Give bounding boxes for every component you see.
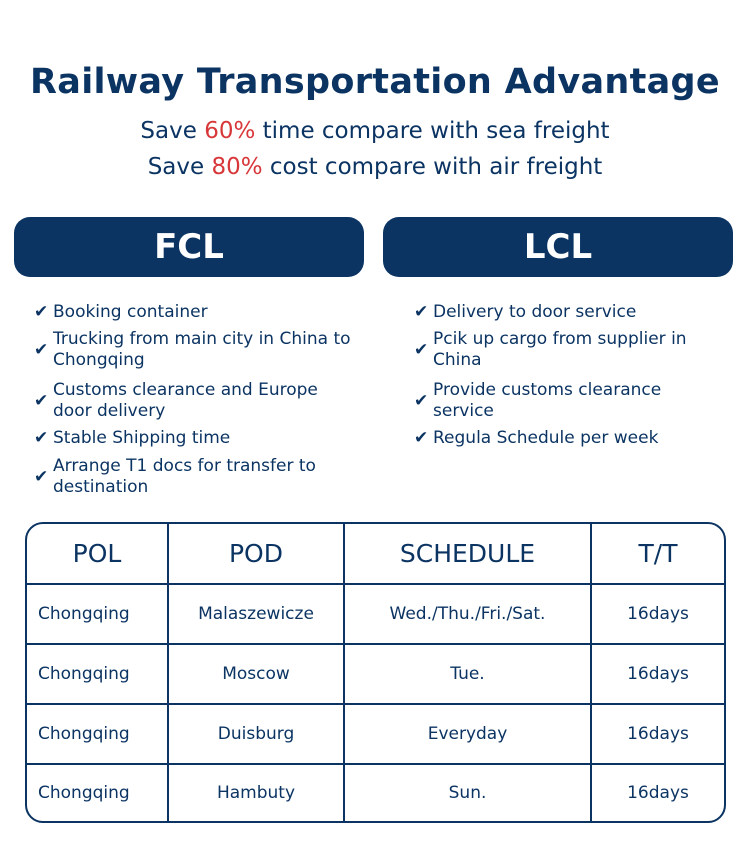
list-item-label: Customs clearance and Europe door delivery bbox=[53, 380, 318, 421]
column-header-tt: T/T bbox=[591, 524, 724, 584]
fcl-header: FCL bbox=[14, 217, 364, 277]
list-item bbox=[34, 329, 354, 371]
list-item bbox=[414, 329, 724, 371]
list-item-label: Delivery to door service bbox=[433, 302, 637, 322]
check-icon: ✔ bbox=[414, 302, 429, 322]
check-icon: ✔ bbox=[414, 339, 429, 360]
list-item-label: Stable Shipping time bbox=[53, 428, 231, 448]
check-icon: ✔ bbox=[34, 390, 49, 411]
check-icon: ✔ bbox=[34, 466, 49, 487]
table-row bbox=[27, 584, 724, 644]
list-item-label: Trucking from main city in China to Chongqing bbox=[53, 329, 351, 370]
comparison-suffix: cost compare with air freight bbox=[262, 154, 603, 180]
cell-pod: Moscow bbox=[168, 644, 344, 704]
list-item bbox=[34, 426, 354, 451]
cell-pol: Chongqing bbox=[27, 764, 168, 821]
table-header-row bbox=[27, 524, 724, 584]
lcl-feature-list bbox=[414, 300, 724, 451]
fcl-feature-list bbox=[34, 300, 354, 498]
cell-pod: Hambuty bbox=[168, 764, 344, 821]
list-item-label: Pcik up cargo from supplier in China bbox=[433, 329, 687, 370]
check-icon: ✔ bbox=[34, 302, 49, 322]
cell-tt: 16days bbox=[591, 764, 724, 821]
column-header-schedule: SCHEDULE bbox=[344, 524, 591, 584]
cell-schedule: Sun. bbox=[344, 764, 591, 821]
check-icon: ✔ bbox=[34, 428, 49, 448]
cell-tt: 16days bbox=[591, 644, 724, 704]
list-item-label: Arrange T1 docs for transfer to destination bbox=[53, 456, 316, 497]
air-freight-comparison bbox=[0, 154, 750, 180]
cost-saving-percent: 80% bbox=[211, 154, 263, 180]
list-item-label: Regula Schedule per week bbox=[433, 428, 659, 448]
cell-schedule: Tue. bbox=[344, 644, 591, 704]
list-item bbox=[34, 380, 354, 422]
lcl-header: LCL bbox=[383, 217, 733, 277]
comparison-prefix: Save bbox=[147, 154, 212, 180]
cell-tt: 16days bbox=[591, 584, 724, 644]
check-icon: ✔ bbox=[414, 428, 429, 448]
cell-schedule: Wed./Thu./Fri./Sat. bbox=[344, 584, 591, 644]
table-row bbox=[27, 704, 724, 764]
list-item-label: Provide customs clearance service bbox=[433, 380, 662, 421]
comparison-prefix: Save bbox=[140, 118, 205, 144]
list-item-label: Booking container bbox=[53, 302, 208, 322]
list-item bbox=[34, 300, 354, 325]
cell-pod: Duisburg bbox=[168, 704, 344, 764]
check-icon: ✔ bbox=[414, 390, 429, 411]
column-header-pol: POL bbox=[27, 524, 168, 584]
cell-pol: Chongqing bbox=[27, 584, 168, 644]
check-icon: ✔ bbox=[34, 339, 49, 360]
schedule-table bbox=[25, 522, 726, 823]
cell-pol: Chongqing bbox=[27, 644, 168, 704]
list-item bbox=[414, 380, 724, 422]
cell-pol: Chongqing bbox=[27, 704, 168, 764]
list-item bbox=[34, 456, 354, 498]
column-header-pod: POD bbox=[168, 524, 344, 584]
table-row bbox=[27, 764, 724, 821]
time-saving-percent: 60% bbox=[204, 118, 256, 144]
cell-tt: 16days bbox=[591, 704, 724, 764]
comparison-suffix: time compare with sea freight bbox=[255, 118, 610, 144]
list-item bbox=[414, 300, 724, 325]
cell-schedule: Everyday bbox=[344, 704, 591, 764]
list-item bbox=[414, 426, 724, 451]
cell-pod: Malaszewicze bbox=[168, 584, 344, 644]
table-row bbox=[27, 644, 724, 704]
sea-freight-comparison bbox=[0, 118, 750, 144]
page-title: Railway Transportation Advantage bbox=[30, 62, 720, 102]
